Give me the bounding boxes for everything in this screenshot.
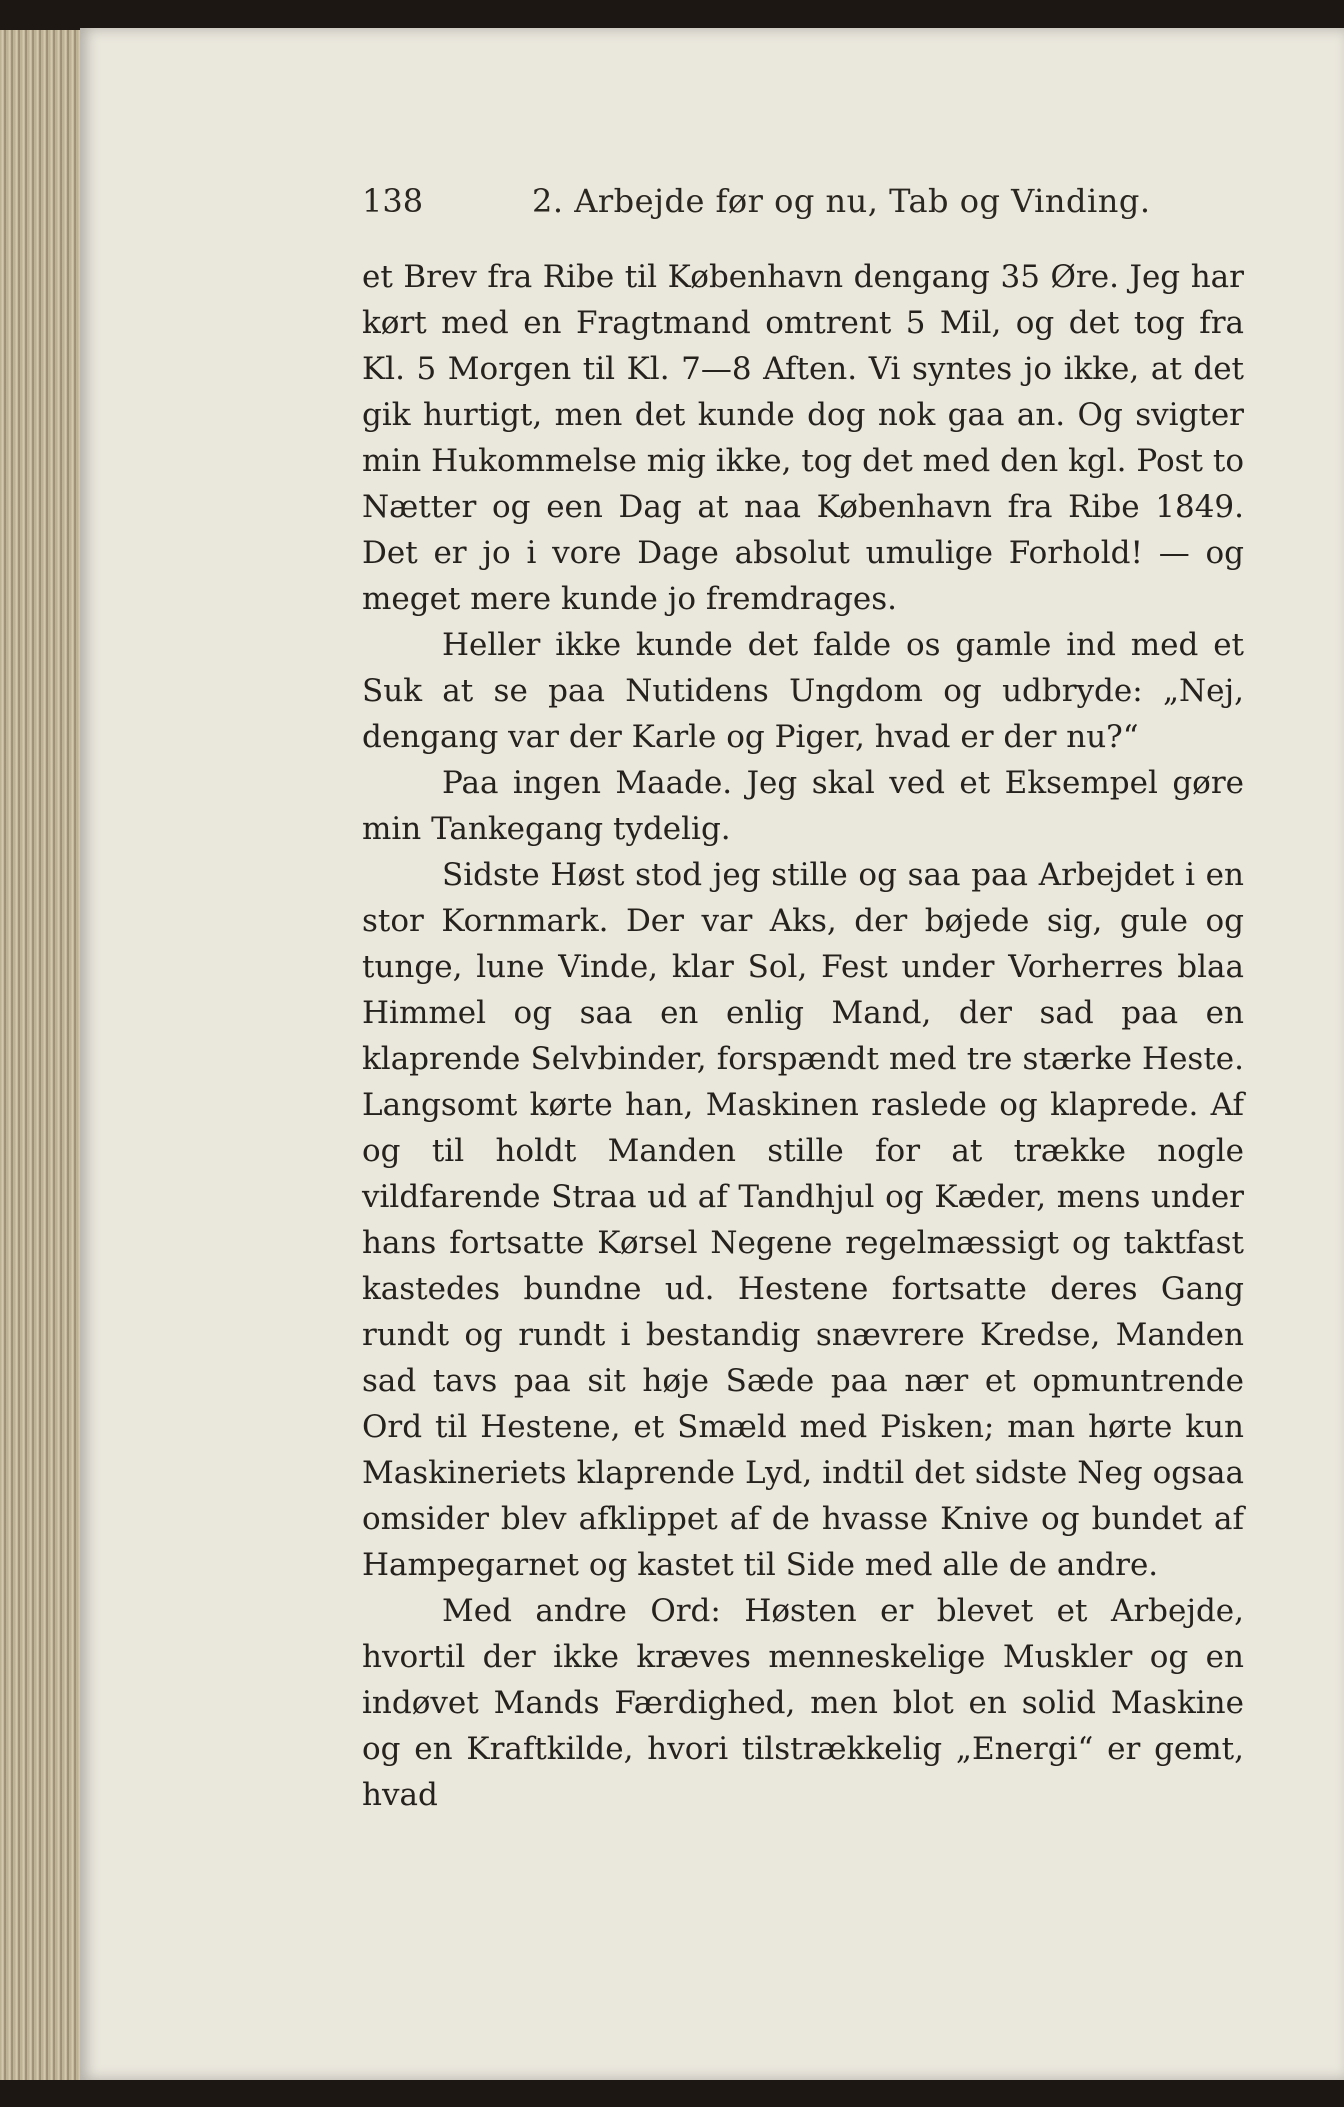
paragraph-3: Paa ingen Maade. Jeg skal ved et Eksempel gøre min Tankegang tydelig. bbox=[362, 765, 1244, 847]
paragraph-5: Med andre Ord: Høsten er blevet et Arbejde, hvortil der ikke kræves menneskelige Muskler og en indøvet Mands Færdighed, men blot en solid Maskine og en Kraftkilde, hvori tilstrækkelig „Energi“ er gemt, hvad bbox=[362, 1593, 1244, 1813]
page-number: 138 bbox=[362, 182, 424, 220]
page-header bbox=[362, 176, 1242, 236]
running-title: 2. Arbejde før og nu, Tab og Vinding. bbox=[532, 182, 1151, 220]
paragraph-4: Sidste Høst stod jeg stille og saa paa Arbejdet i en stor Kornmark. Der var Aks, der bøjede sig, gule og tunge, lune Vinde, klar Sol, Fest under Vorherres blaa Himmel og saa en enlig Mand, der sad paa en klaprende Selvbinder, forspændt med tre stærke Heste. Langsomt kørte han, Maskinen raslede og klaprede. Af og til holdt Manden stille for at trække nogle vildfarende Straa ud af Tandhjul og Kæder, mens under hans fortsatte Kørsel Negene regelmæssigt og taktfast kastedes bundne ud. Hestene fortsatte deres Gang rundt og rundt i bestandig snævrere Kredse, Manden sad tavs paa sit høje Sæde paa nær et opmuntrende Ord til Hestene, et Smæld med Pisken; man hørte kun Maskineriets klaprende Lyd, indtil det sidste Neg ogsaa omsider blev afklippet af de hvasse Knive og bundet af Hampegarnet og kastet til Side med alle de andre. bbox=[362, 857, 1244, 1583]
paragraph-1: et Brev fra Ribe til København dengang 35 Øre. Jeg har kørt med en Fragtmand omtrent 5 Mil, og det tog fra Kl. 5 Morgen til Kl. 7—8 Aften. Vi syntes jo ikke, at det gik hurtigt, men det kunde dog nok gaa an. Og svigter min Hukommelse mig ikke, tog det med den kgl. Post to Nætter og een Dag at naa København fra Ribe 1849. Det er jo i vore Dage absolut umulige Forhold! — og meget mere kunde jo fremdrages. bbox=[362, 259, 1244, 617]
body-text bbox=[362, 254, 1244, 1814]
paragraph-2: Heller ikke kunde det falde os gamle ind med et Suk at se paa Nutidens Ungdom og udbryde: „Nej, dengang var der Karle og Piger, hvad er der nu?“ bbox=[362, 627, 1244, 755]
